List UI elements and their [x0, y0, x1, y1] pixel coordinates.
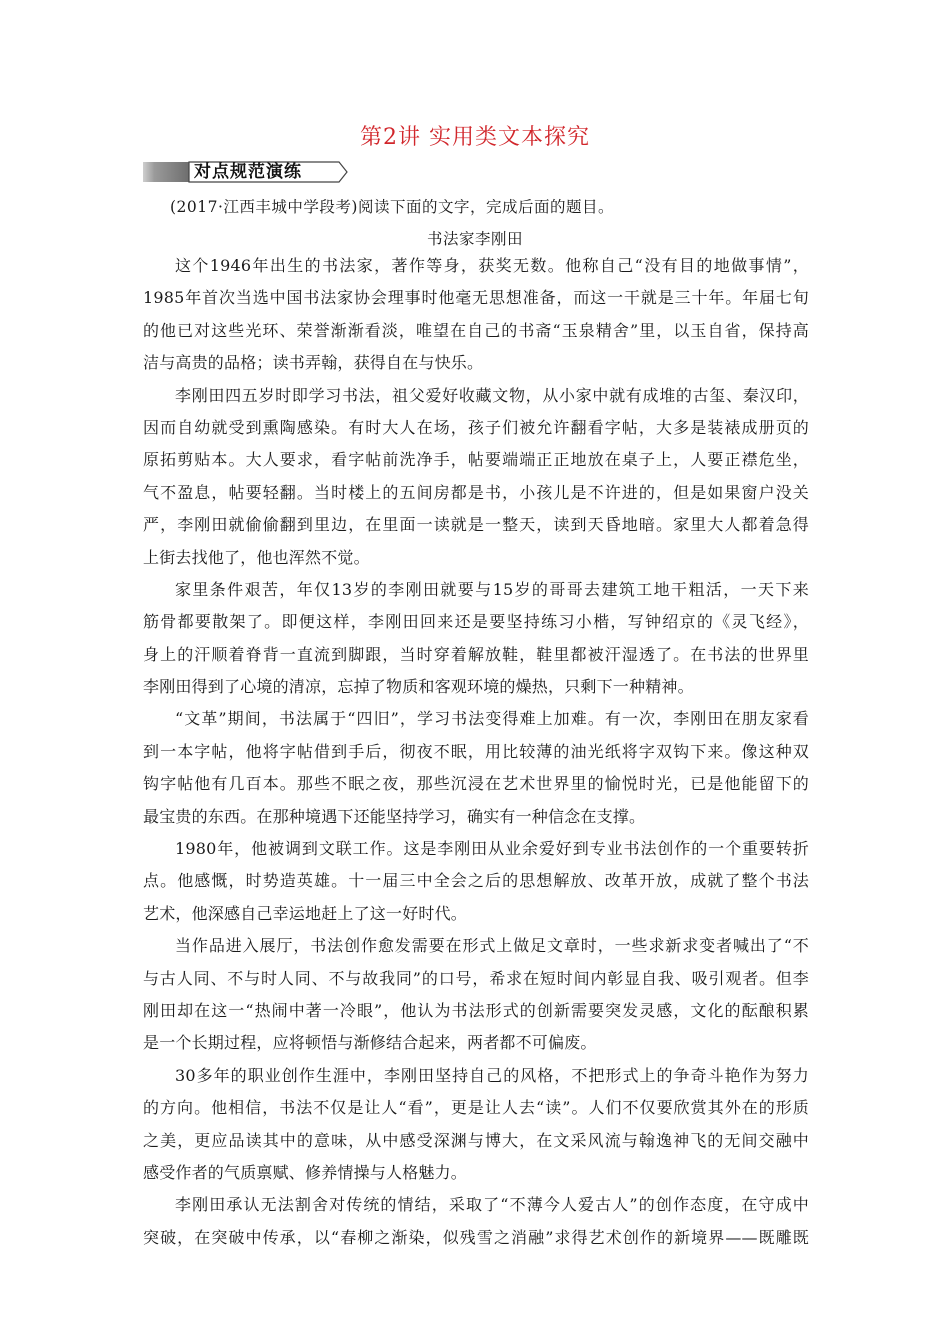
article-body — [143, 250, 809, 1254]
article-line: 原拓剪贴本。大人要求，看字帖前洗净手，帖要端端正正地放在桌子上，人要正襟危坐， — [143, 450, 809, 470]
article-line: 家里条件艰苦，年仅13岁的李刚田就要与15岁的哥哥去建筑工地干粗活，一天下来 — [175, 579, 809, 599]
article-line: 艺术，他深感自己幸运地赶上了这一好时代。 — [143, 903, 468, 923]
article-line: 1980年，他被调到文联工作。这是李刚田从业余爱好到专业书法创作的一个重要转折 — [175, 839, 809, 859]
article-line: 之美，更应品读其中的意味，从中感受深渊与博大，在文采风流与翰逸神飞的无间交融中 — [143, 1130, 809, 1150]
article-line: 与古人同、不与时人同、不与故我同”的口号，希求在短时间内彰显自我、吸引观者。但李 — [143, 968, 809, 988]
article-line: 30多年的职业创作生涯中，李刚田坚持自己的风格，不把形式上的争奇斗艳作为努力 — [175, 1065, 809, 1085]
article-line: 李刚田得到了心境的清凉，忘掉了物质和客观环境的燥热，只剩下一种精神。 — [143, 677, 694, 697]
section-banner — [143, 160, 348, 184]
article-line: 的方向。他相信，书法不仅是让人“看”，更是让人去“读”。人们不仅要欣赏其外在的形质 — [143, 1098, 809, 1118]
article-title: 书法家李刚田 — [426, 230, 523, 248]
article-line: 感受作者的气质禀赋、修养情操与人格魅力。 — [143, 1162, 468, 1182]
article-line: 最宝贵的东西。在那种境遇下还能坚持学习，确实有一种信念在支撑。 — [143, 806, 646, 826]
article-line: 突破，在突破中传承，以“春柳之渐染，似残雪之消融”求得艺术创作的新境界——既雕既 — [143, 1227, 809, 1247]
question-intro: (2017·江西丰城中学段考)阅读下面的文字，完成后面的题目。 — [170, 198, 614, 216]
article-line: 筋骨都要散架了。即便这样，李刚田回来还是要坚持练习小楷，写钟绍京的《灵飞经》， — [143, 612, 809, 632]
article-line: 点。他感慨，时势造英雄。十一届三中全会之后的思想解放、改革开放，成就了整个书法 — [143, 871, 809, 891]
article-line: 严，李刚田就偷偷翻到里边，在里面一读就是一整天，读到天昏地暗。家里大人都着急得 — [143, 515, 809, 535]
article-line: 钩字帖他有几百本。那些不眠之夜，那些沉浸在艺术世界里的愉悦时光，已是他能留下的 — [143, 774, 809, 794]
article-line: 到一本字帖，他将字帖借到手后，彻夜不眠，用比较薄的油光纸将字双钩下来。像这种双 — [143, 741, 809, 761]
article-line: 的他已对这些光环、荣誉渐渐看淡，唯望在自己的书斋“玉泉精舍”里，以玉自省，保持高 — [143, 320, 809, 340]
section-banner-label: 对点规范演练 — [194, 162, 302, 182]
article-line: 上街去找他了，他也浑然不觉。 — [143, 547, 370, 567]
article-line: 李刚田四五岁时即学习书法，祖父爱好收藏文物，从小家中就有成堆的古玺、秦汉印， — [175, 385, 809, 405]
article-line: 刚田却在这一“热闹中著一冷眼”，他认为书法形式的创新需要突发灵感，文化的酝酿积累 — [143, 1000, 809, 1020]
article-line: “文革”期间，书法属于“四旧”，学习书法变得难上加难。有一次，李刚田在朋友家看 — [175, 709, 809, 729]
article-line: 1985年首次当选中国书法家协会理事时他毫无思想准备，而这一干就是三十年。年届七旬 — [143, 288, 809, 308]
article-line: 李刚田承认无法割舍对传统的情结，采取了“不薄今人爱古人”的创作态度，在守成中 — [175, 1195, 809, 1215]
article-line: 是一个长期过程，应将顿悟与渐修结合起来，两者都不可偏废。 — [143, 1033, 597, 1053]
article-line: 洁与高贵的品格；读书弄翰，获得自在与快乐。 — [143, 353, 484, 373]
article-line: 这个1946年出生的书法家，著作等身，获奖无数。他称自己“没有目的地做事情”， — [175, 256, 809, 275]
article-line: 身上的汗顺着脊背一直流到脚跟，当时穿着解放鞋，鞋里都被汗湿透了。在书法的世界里 — [143, 644, 809, 664]
article-line: 因而自幼就受到熏陶感染。有时大人在场，孩子们被允许翻看字帖，大多是装裱成册页的 — [143, 417, 809, 437]
article-line: 气不盈息，帖要轻翻。当时楼上的五间房都是书，小孩儿是不许进的，但是如果窗户没关 — [143, 482, 809, 502]
document-title: 第2讲 实用类文本探究 — [360, 125, 590, 150]
article-line: 当作品进入展厅，书法创作愈发需要在形式上做足文章时，一些求新求变者喊出了“不 — [175, 936, 809, 956]
